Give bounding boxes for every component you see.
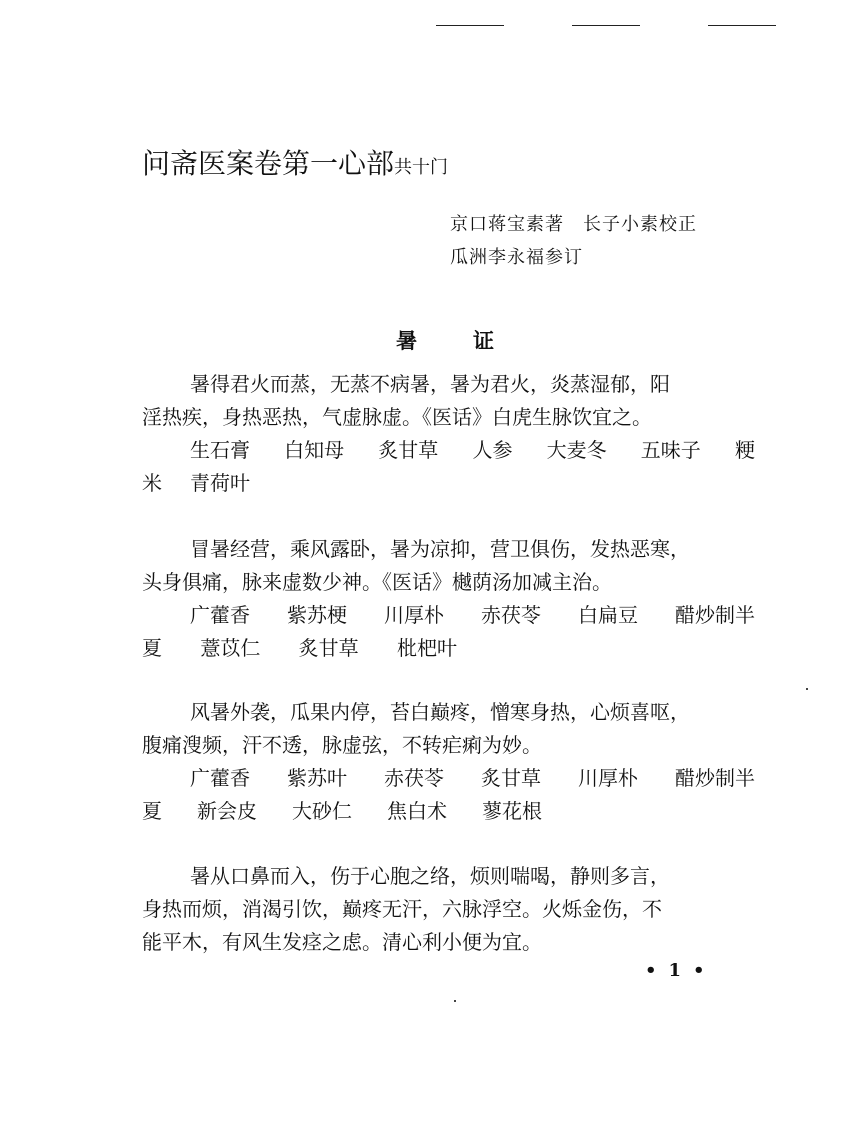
herb-item: 炙甘草 [298, 636, 359, 660]
case1-herbs-row-1 [190, 434, 755, 463]
scan-speck [806, 688, 808, 690]
case1-text-line-2: 淫热疾，身热恶热，气虚脉虚。《医话》白虎生脉饮宜之。 [142, 405, 652, 429]
herb-item: 广藿香 [190, 603, 250, 627]
top-rule-3 [708, 25, 776, 26]
herb-item: 赤茯苓 [481, 603, 541, 627]
herb-item: 新会皮 [197, 799, 257, 823]
herb-item: 大麦冬 [546, 438, 607, 462]
case1-herbs-row-2 [142, 467, 250, 496]
chapter-title [142, 142, 448, 182]
chapter-title-suffix: 共十门 [394, 157, 449, 178]
herb-item: 紫苏叶 [287, 766, 347, 790]
herb-item: 枇杷叶 [396, 636, 457, 660]
top-rule-2 [572, 25, 640, 26]
chapter-title-main: 问斋医案卷第一心部 [142, 147, 395, 180]
herb-item: 川厚朴 [578, 766, 638, 790]
herb-item: 生石膏 [190, 438, 250, 462]
herb-item: 白知母 [284, 438, 345, 462]
case2-text-line-2: 头身俱痛，脉来虚数少神。《医话》樾荫汤加减主治。 [142, 570, 612, 594]
herb-item: 夏 [142, 636, 162, 660]
case3-herbs-row-2 [142, 795, 542, 824]
herb-item: 炙甘草 [481, 766, 541, 790]
case3-herbs-row-1 [190, 762, 755, 791]
herb-item: 五味子 [640, 438, 701, 462]
case2-herbs-row-2 [142, 632, 457, 661]
herb-item: 赤茯苓 [384, 766, 444, 790]
author-line-1: 京口蒋宝素著 长子小素校正 [450, 214, 697, 235]
herb-item: 夏 [142, 799, 162, 823]
herb-item: 炙甘草 [378, 438, 439, 462]
herb-item: 薏苡仁 [200, 636, 261, 660]
top-rule-1 [436, 25, 504, 26]
case1-text-line-1: 暑得君火而蒸，无蒸不病暑，暑为君火，炎蒸湿郁，阳 [190, 372, 670, 396]
herb-item: 粳 [734, 438, 755, 462]
section-title: 暑证 [396, 328, 550, 353]
herb-item: 醋炒制半 [675, 766, 755, 790]
case2-herbs-row-1 [190, 599, 755, 628]
author-line-2: 瓜洲李永福参订 [450, 247, 583, 268]
case4-text-line-3: 能平木，有风生发痉之虑。清心利小便为宜。 [142, 930, 542, 954]
page-number-value: 1 [668, 960, 694, 981]
case3-text-line-1: 风暑外袭，瓜果内停，苔白巅疼，憎寒身热，心烦喜呕， [190, 700, 690, 724]
herb-item: 蓼花根 [482, 799, 542, 823]
herb-item: 紫苏梗 [287, 603, 347, 627]
case2-text-line-1: 冒暑经营，乘风露卧，暑为凉抑，营卫俱伤，发热恶寒， [190, 537, 690, 561]
herb-item: 广藿香 [190, 766, 250, 790]
herb-item: 青荷叶 [190, 471, 250, 495]
herb-item: 米 [142, 471, 162, 495]
herb-item: 大砂仁 [292, 799, 352, 823]
herb-item: 人参 [472, 438, 513, 462]
herb-item: 白扁豆 [578, 603, 638, 627]
page-number: •1• [645, 960, 717, 981]
case3-text-line-2: 腹痛溲频，汗不透，脉虚弦，不转疟痢为妙。 [142, 733, 542, 757]
herb-item: 焦白术 [387, 799, 447, 823]
scan-speck [454, 1000, 456, 1002]
herb-item: 川厚朴 [384, 603, 444, 627]
case4-text-line-2: 身热而烦，消渴引饮，巅疼无汗，六脉浮空。火烁金伤，不 [142, 897, 662, 921]
herb-item: 醋炒制半 [675, 603, 755, 627]
case4-text-line-1: 暑从口鼻而入，伤于心胞之络，烦则喘喝，静则多言， [190, 864, 670, 888]
